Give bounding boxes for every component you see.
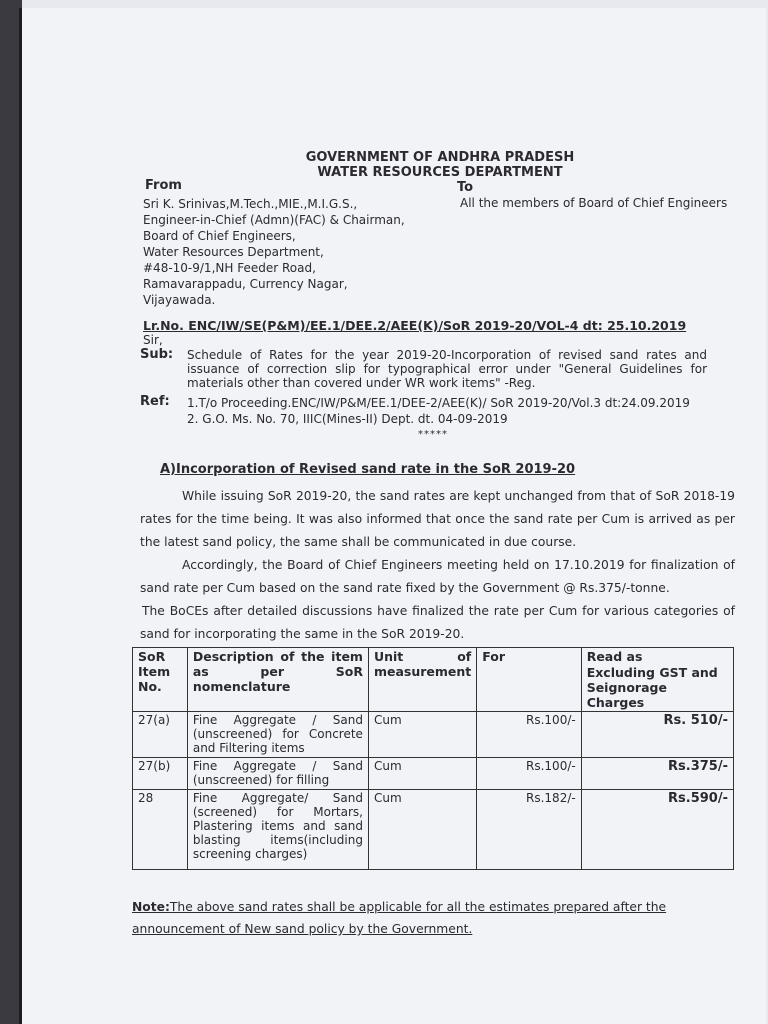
- dept-title: WATER RESOURCES DEPARTMENT: [317, 165, 563, 180]
- header-read-as: Read as: [581, 648, 733, 665]
- cell-unit: Cum: [368, 790, 476, 870]
- cell-for: Rs.182/-: [477, 790, 581, 870]
- sand-rate-table: [132, 647, 734, 870]
- from-line: Water Resources Department,: [143, 245, 324, 259]
- from-line: Vijayawada.: [143, 293, 216, 307]
- cell-description: Fine Aggregate / Sand (unscreened) for Concrete and Filtering items: [187, 712, 368, 758]
- subject-label: Sub:: [140, 347, 174, 362]
- letter-number: Lr.No. ENC/IW/SE(P&M)/EE.1/DEE.2/AEE(K)/SoR 2019-20/VOL-4 dt: 25.10.2019: [143, 318, 687, 333]
- reference-line: 2. G.O. Ms. No. 70, IIIC(Mines-II) Dept. dt. 04-09-2019: [187, 412, 508, 426]
- cell-unit: Cum: [368, 712, 476, 758]
- header-item-no: SoR Item No.: [133, 648, 188, 712]
- cell-for: Rs.100/-: [477, 712, 581, 758]
- table-row: [133, 712, 734, 758]
- from-line: #48-10-9/1,NH Feeder Road,: [143, 261, 316, 275]
- table-row: [133, 758, 734, 790]
- separator: *****: [418, 429, 448, 440]
- paragraph-1: While issuing SoR 2019-20, the sand rates are kept unchanged from that of SoR 2018-19 rates for the time being. It was also informed that once the sand rate per Cum is arrived as per the latest sand policy, the same shall be communicated in due course.: [140, 489, 735, 549]
- paragraph-2: Accordingly, the Board of Chief Engineers meeting held on 17.10.2019 for finalization of sand rate per Cum based on the sand rate fixed by the Government @ Rs.375/-tonne.: [140, 558, 735, 595]
- reference-label: Ref:: [140, 394, 170, 409]
- cell-for: Rs.100/-: [477, 758, 581, 790]
- from-line: Board of Chief Engineers,: [143, 229, 296, 243]
- note-label: Note:: [132, 900, 170, 914]
- note: [132, 896, 732, 940]
- table-row: [133, 790, 734, 870]
- from-line: Engineer-in-Chief (Admn)(FAC) & Chairman,: [143, 213, 405, 227]
- to-recipient: All the members of Board of Chief Engineers: [460, 196, 728, 210]
- cell-unit: Cum: [368, 758, 476, 790]
- from-label: From: [145, 178, 182, 193]
- cell-item: 28: [133, 790, 188, 870]
- header-for: For: [477, 648, 581, 712]
- header-excluding: Excluding GST and Seignorage Charges: [581, 664, 733, 712]
- from-line: Sri K. Srinivas,M.Tech.,MIE.,M.I.G.S.,: [143, 197, 358, 211]
- cell-item: 27(b): [133, 758, 188, 790]
- cell-read-as: Rs.590/-: [581, 790, 733, 870]
- cell-item: 27(a): [133, 712, 188, 758]
- from-address: [143, 196, 443, 308]
- table-header-row: [133, 648, 734, 665]
- to-label: To: [457, 180, 474, 195]
- header-description: Description of the item as per SoR nomenclature: [187, 648, 368, 712]
- note-text: The above sand rates shall be applicable for all the estimates prepared after the announcement of New sand policy by the Government.: [132, 900, 667, 936]
- cell-read-as: Rs.375/-: [581, 758, 733, 790]
- reference-line: 1.T/o Proceeding.ENC/IW/P&M/EE.1/DEE-2/AEE(K)/ SoR 2019-20/Vol.3 dt:24.09.2019: [187, 396, 690, 410]
- section-title: A)Incorporation of Revised sand rate in the SoR 2019-20: [160, 462, 576, 477]
- cell-description: Fine Aggregate / Sand (unscreened) for filling: [187, 758, 368, 790]
- cell-read-as: Rs. 510/-: [581, 712, 733, 758]
- subject-text: Schedule of Rates for the year 2019-20-Incorporation of revised sand rates and issuance of correction slip for typographical error under "General Guidelines for materials other than covered under WR work items" -Reg.: [187, 348, 707, 390]
- salutation: Sir,: [143, 333, 163, 347]
- from-line: Ramavarappadu, Currency Nagar,: [143, 277, 348, 291]
- cell-description: Fine Aggregate/ Sand (screened) for Mortars, Plastering items and sand blasting items(including screening charges): [187, 790, 368, 870]
- reference-text: [187, 395, 727, 427]
- header-unit: Unit of measurement: [368, 648, 476, 712]
- gov-title: GOVERNMENT OF ANDHRA PRADESH: [305, 150, 575, 165]
- paragraph-3: The BoCEs after detailed discussions have finalized the rate per Cum for various categories of sand for incorporating the same in the SoR 2019-20.: [140, 604, 735, 641]
- scan-border: [0, 0, 22, 1024]
